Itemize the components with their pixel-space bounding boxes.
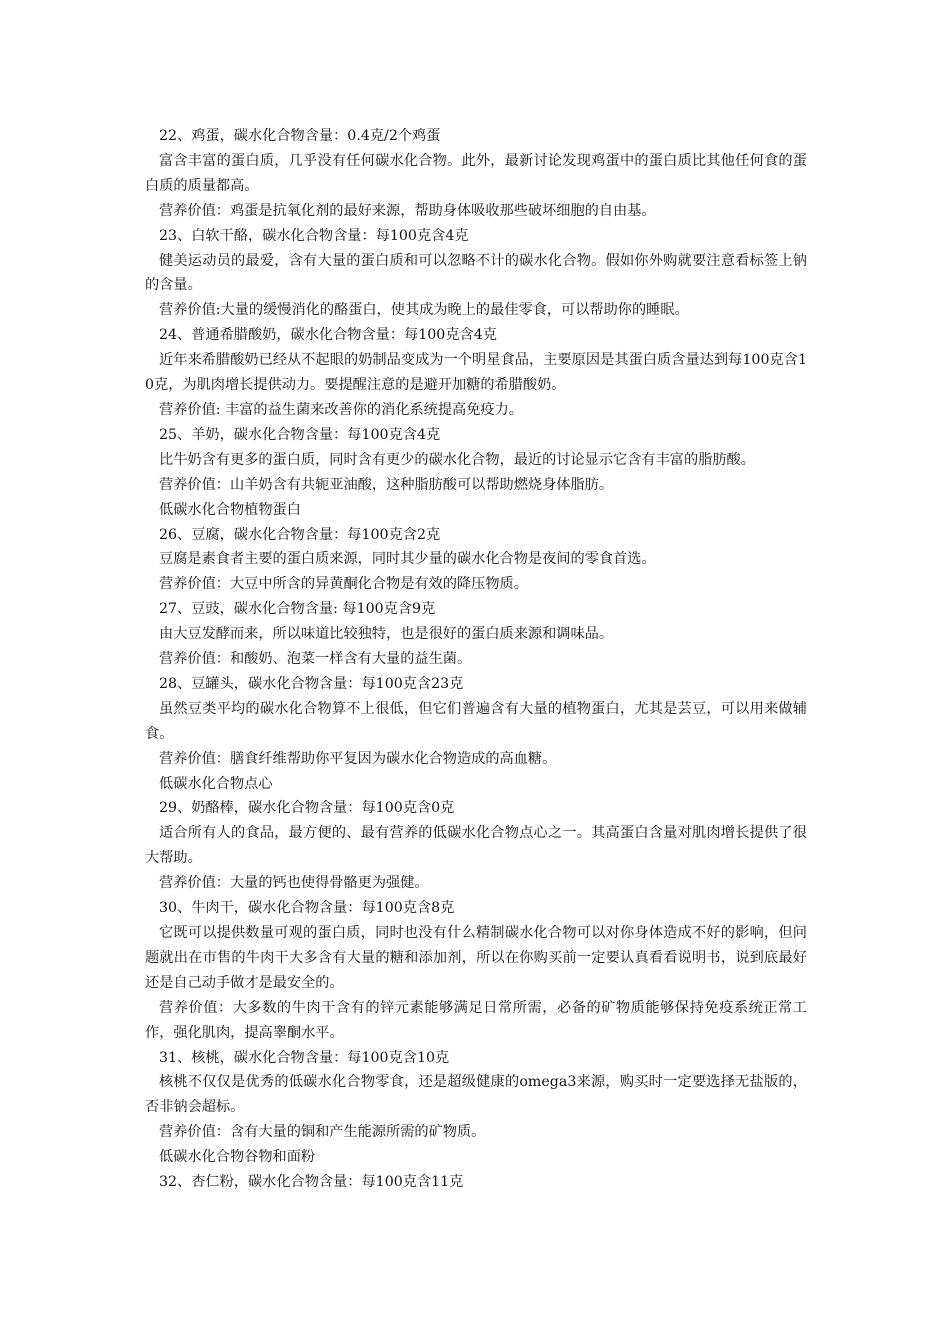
item-25-title: 25、羊奶，碳水化合物含量：每100克含4克 — [159, 426, 441, 443]
section-snacks-heading: 低碳水化合物点心 — [159, 775, 273, 792]
item-30-title: 30、牛肉干，碳水化合物含量：每100克含8克 — [159, 900, 455, 917]
item-24-title: 24、普通希腊酸奶，碳水化合物含量：每100克含4克 — [159, 327, 497, 344]
item-29-title: 29、奶酪棒，碳水化合物含量：每100克含0克 — [159, 800, 455, 817]
item-27-nutrition: 营养价值：和酸奶、泡菜一样含有大量的益生菌。 — [159, 651, 472, 668]
item-23-title: 23、白软干酪，碳水化合物含量：每100克含4克 — [159, 227, 469, 244]
item-28-description: 虽然豆类平均的碳水化合物算不上很低，但它们普遍含有大量的植物蛋白，尤其是芸豆，可以用来做辅食。 — [145, 700, 807, 742]
item-25-nutrition: 营养价值：山羊奶含有共轭亚油酸，这种脂肪酸可以帮助燃烧身体脂肪。 — [159, 476, 614, 493]
item-22-title: 22、鸡蛋，碳水化合物含量：0.4克/2个鸡蛋 — [159, 128, 441, 144]
item-27-title: 27、豆豉，碳水化合物含量: 每100克含9克 — [159, 601, 436, 618]
document-body — [145, 124, 807, 1195]
item-26-description: 豆腐是素食者主要的蛋白质来源，同时其少量的碳水化合物是夜间的零食首选。 — [159, 551, 656, 568]
item-30-nutrition: 营养价值：大多数的牛肉干含有的锌元素能够满足日常所需，必备的矿物质能够保持免疫系统正常工作，强化肌肉，提高睾酮水平。 — [145, 999, 807, 1041]
item-29-nutrition: 营养价值：大量的钙也使得骨骼更为强健。 — [159, 875, 429, 892]
item-28-nutrition: 营养价值：膳食纤维帮助你平复因为碳水化合物造成的高血糖。 — [159, 750, 557, 767]
item-22-nutrition: 营养价值：鸡蛋是抗氧化剂的最好来源，帮助身体吸收那些破坏细胞的自由基。 — [159, 202, 656, 219]
item-31-description: 核桃不仅仅是优秀的低碳水化合物零食，还是超级健康的omega3来源，购买时一定要选择无盐版的，否非钠会超标。 — [145, 1074, 807, 1116]
item-26-title: 26、豆腐，碳水化合物含量：每100克含2克 — [159, 526, 441, 543]
item-32-title: 32、杏仁粉，碳水化合物含量：每100克含11克 — [159, 1174, 464, 1191]
section-grains-heading: 低碳水化合物谷物和面粉 — [159, 1149, 316, 1166]
item-23-nutrition: 营养价值:大量的缓慢消化的酪蛋白，使其成为晚上的最佳零食，可以帮助你的睡眠。 — [159, 302, 689, 319]
item-31-nutrition: 营养价值：含有大量的铜和产生能源所需的矿物质。 — [159, 1124, 486, 1141]
item-29-description: 适合所有人的食品，最方便的、最有营养的低碳水化合物点心之一。其高蛋白含量对肌肉增长提供了很大帮助。 — [145, 825, 807, 867]
item-22-description: 富含丰富的蛋白质，几乎没有任何碳水化合物。此外，最新讨论发现鸡蛋中的蛋白质比其他任何食的蛋白质的质量都高。 — [145, 152, 807, 194]
item-28-title: 28、豆罐头，碳水化合物含量：每100克含23克 — [159, 675, 464, 692]
section-plant-protein-heading: 低碳水化合物植物蛋白 — [159, 501, 301, 518]
item-24-nutrition: 营养价值: 丰富的益生菌来改善你的消化系统提高免疫力。 — [159, 401, 523, 418]
item-30-description: 它既可以提供数量可观的蛋白质，同时也没有什么精制碳水化合物可以对你身体造成不好的影响，但问题就出在市售的牛肉干大多含有大量的糖和添加剂，所以在你购买前一定要认真看看说明书，说到底最好还是自己动手做才是最安全的。 — [145, 925, 807, 991]
item-27-description: 由大豆发酵而来，所以味道比较独特，也是很好的蛋白质来源和调味品。 — [159, 626, 614, 643]
item-26-nutrition: 营养价值：大豆中所含的异黄酮化合物是有效的降压物质。 — [159, 576, 528, 593]
item-25-description: 比牛奶含有更多的蛋白质，同时含有更少的碳水化合物，最近的讨论显示它含有丰富的脂肪酸。 — [159, 451, 755, 468]
item-31-title: 31、核桃，碳水化合物含量：每100克含10克 — [159, 1049, 450, 1066]
item-24-description: 近年来希腊酸奶已经从不起眼的奶制品变成为一个明星食品，主要原因是其蛋白质含量达到每100克含10克，为肌肉增长提供动力。要提醒注意的是避开加糖的希腊酸奶。 — [145, 352, 807, 394]
item-23-description: 健美运动员的最爱，含有大量的蛋白质和可以忽略不计的碳水化合物。假如你外购就要注意看标签上钠的含量。 — [145, 252, 807, 294]
